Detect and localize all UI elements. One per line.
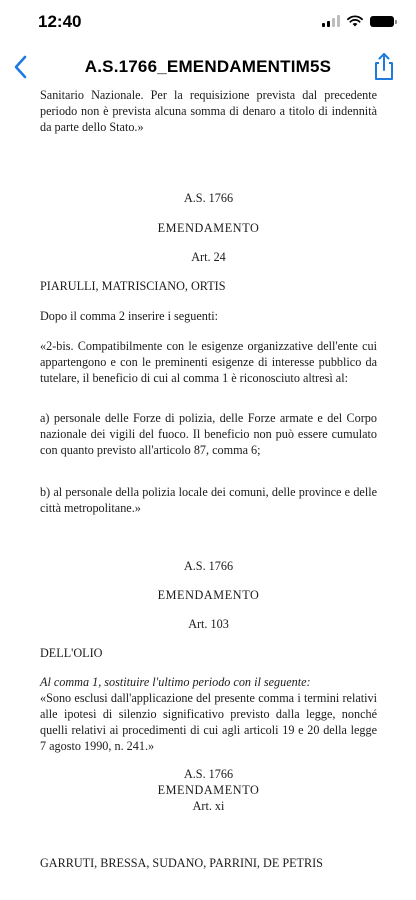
amendment-heading: EMENDAMENTO xyxy=(157,588,260,602)
paragraph: b) al personale della polizia locale dei comuni, delle province e delle città metropolitane.» xyxy=(40,485,377,515)
article-number: Art. 24 xyxy=(191,250,226,264)
article-number: Art. 103 xyxy=(188,617,229,631)
chevron-left-icon xyxy=(10,52,34,82)
amendment-authors: GARRUTI, BRESSA, SUDANO, PARRINI, DE PETRIS xyxy=(40,856,323,870)
document-viewer[interactable] xyxy=(0,90,416,900)
paragraph: «2-bis. Compatibilmente con le esigenze organizzative dell'ente cui appartengono e con le preminenti esigenze di interesse pubblico da tutelare, il beneficio di cui al comma 1 è riconosciuto altresì al: xyxy=(40,339,377,385)
share-icon xyxy=(370,51,398,83)
paragraph: «Sono esclusi dall'applicazione del presente comma i termini relativi alle ipotesi di silenzio significativo previsto dalla legge, nonché quelli relativi ai procedimenti di cui agli articoli 19 e 20 della legge 7 agosto 1990, n. 241.» xyxy=(40,691,377,753)
amendment-header xyxy=(40,190,377,206)
amendment-authors: PIARULLI, MATRISCIANO, ORTIS xyxy=(40,279,226,293)
paragraph: Sanitario Nazionale. Per la requisizione prevista dal precedente periodo non è prevista alcuna somma di denaro a titolo di indennità da parte dello Stato.» xyxy=(40,90,377,134)
back-button[interactable] xyxy=(10,52,34,82)
bill-number: A.S. 1766 xyxy=(183,559,234,573)
bill-number: A.S. 1766 xyxy=(183,191,234,205)
amendment-intro: Dopo il comma 2 inserire i seguenti: xyxy=(40,309,219,323)
status-time: 12:40 xyxy=(38,12,82,31)
share-button[interactable] xyxy=(370,51,398,83)
battery-icon xyxy=(370,16,394,27)
previous-text xyxy=(40,90,377,135)
wifi-icon xyxy=(347,15,363,27)
status-bar xyxy=(0,0,416,44)
paragraph: a) personale delle Forze di polizia, delle Forze armate e del Corpo nazionale dei vigili del fuoco. Il beneficio non può essere cumulato con quanto previsto all'articolo 87, comma 6; xyxy=(40,411,377,457)
cellular-signal-icon xyxy=(322,15,340,27)
amendment-heading: EMENDAMENTO xyxy=(157,783,260,797)
article-number: Art. xi xyxy=(192,799,225,813)
bill-number: A.S. 1766 xyxy=(183,767,234,781)
navigation-bar xyxy=(0,44,416,90)
amendment-heading: EMENDAMENTO xyxy=(157,221,260,235)
status-icons xyxy=(322,15,394,27)
document-title: A.S.1766_EMENDAMENTIM5S xyxy=(84,57,332,76)
amendment-instruction: Al comma 1, sostituire l'ultimo periodo con il seguente: xyxy=(40,675,311,689)
amendment-authors: DELL'OLIO xyxy=(40,646,103,660)
